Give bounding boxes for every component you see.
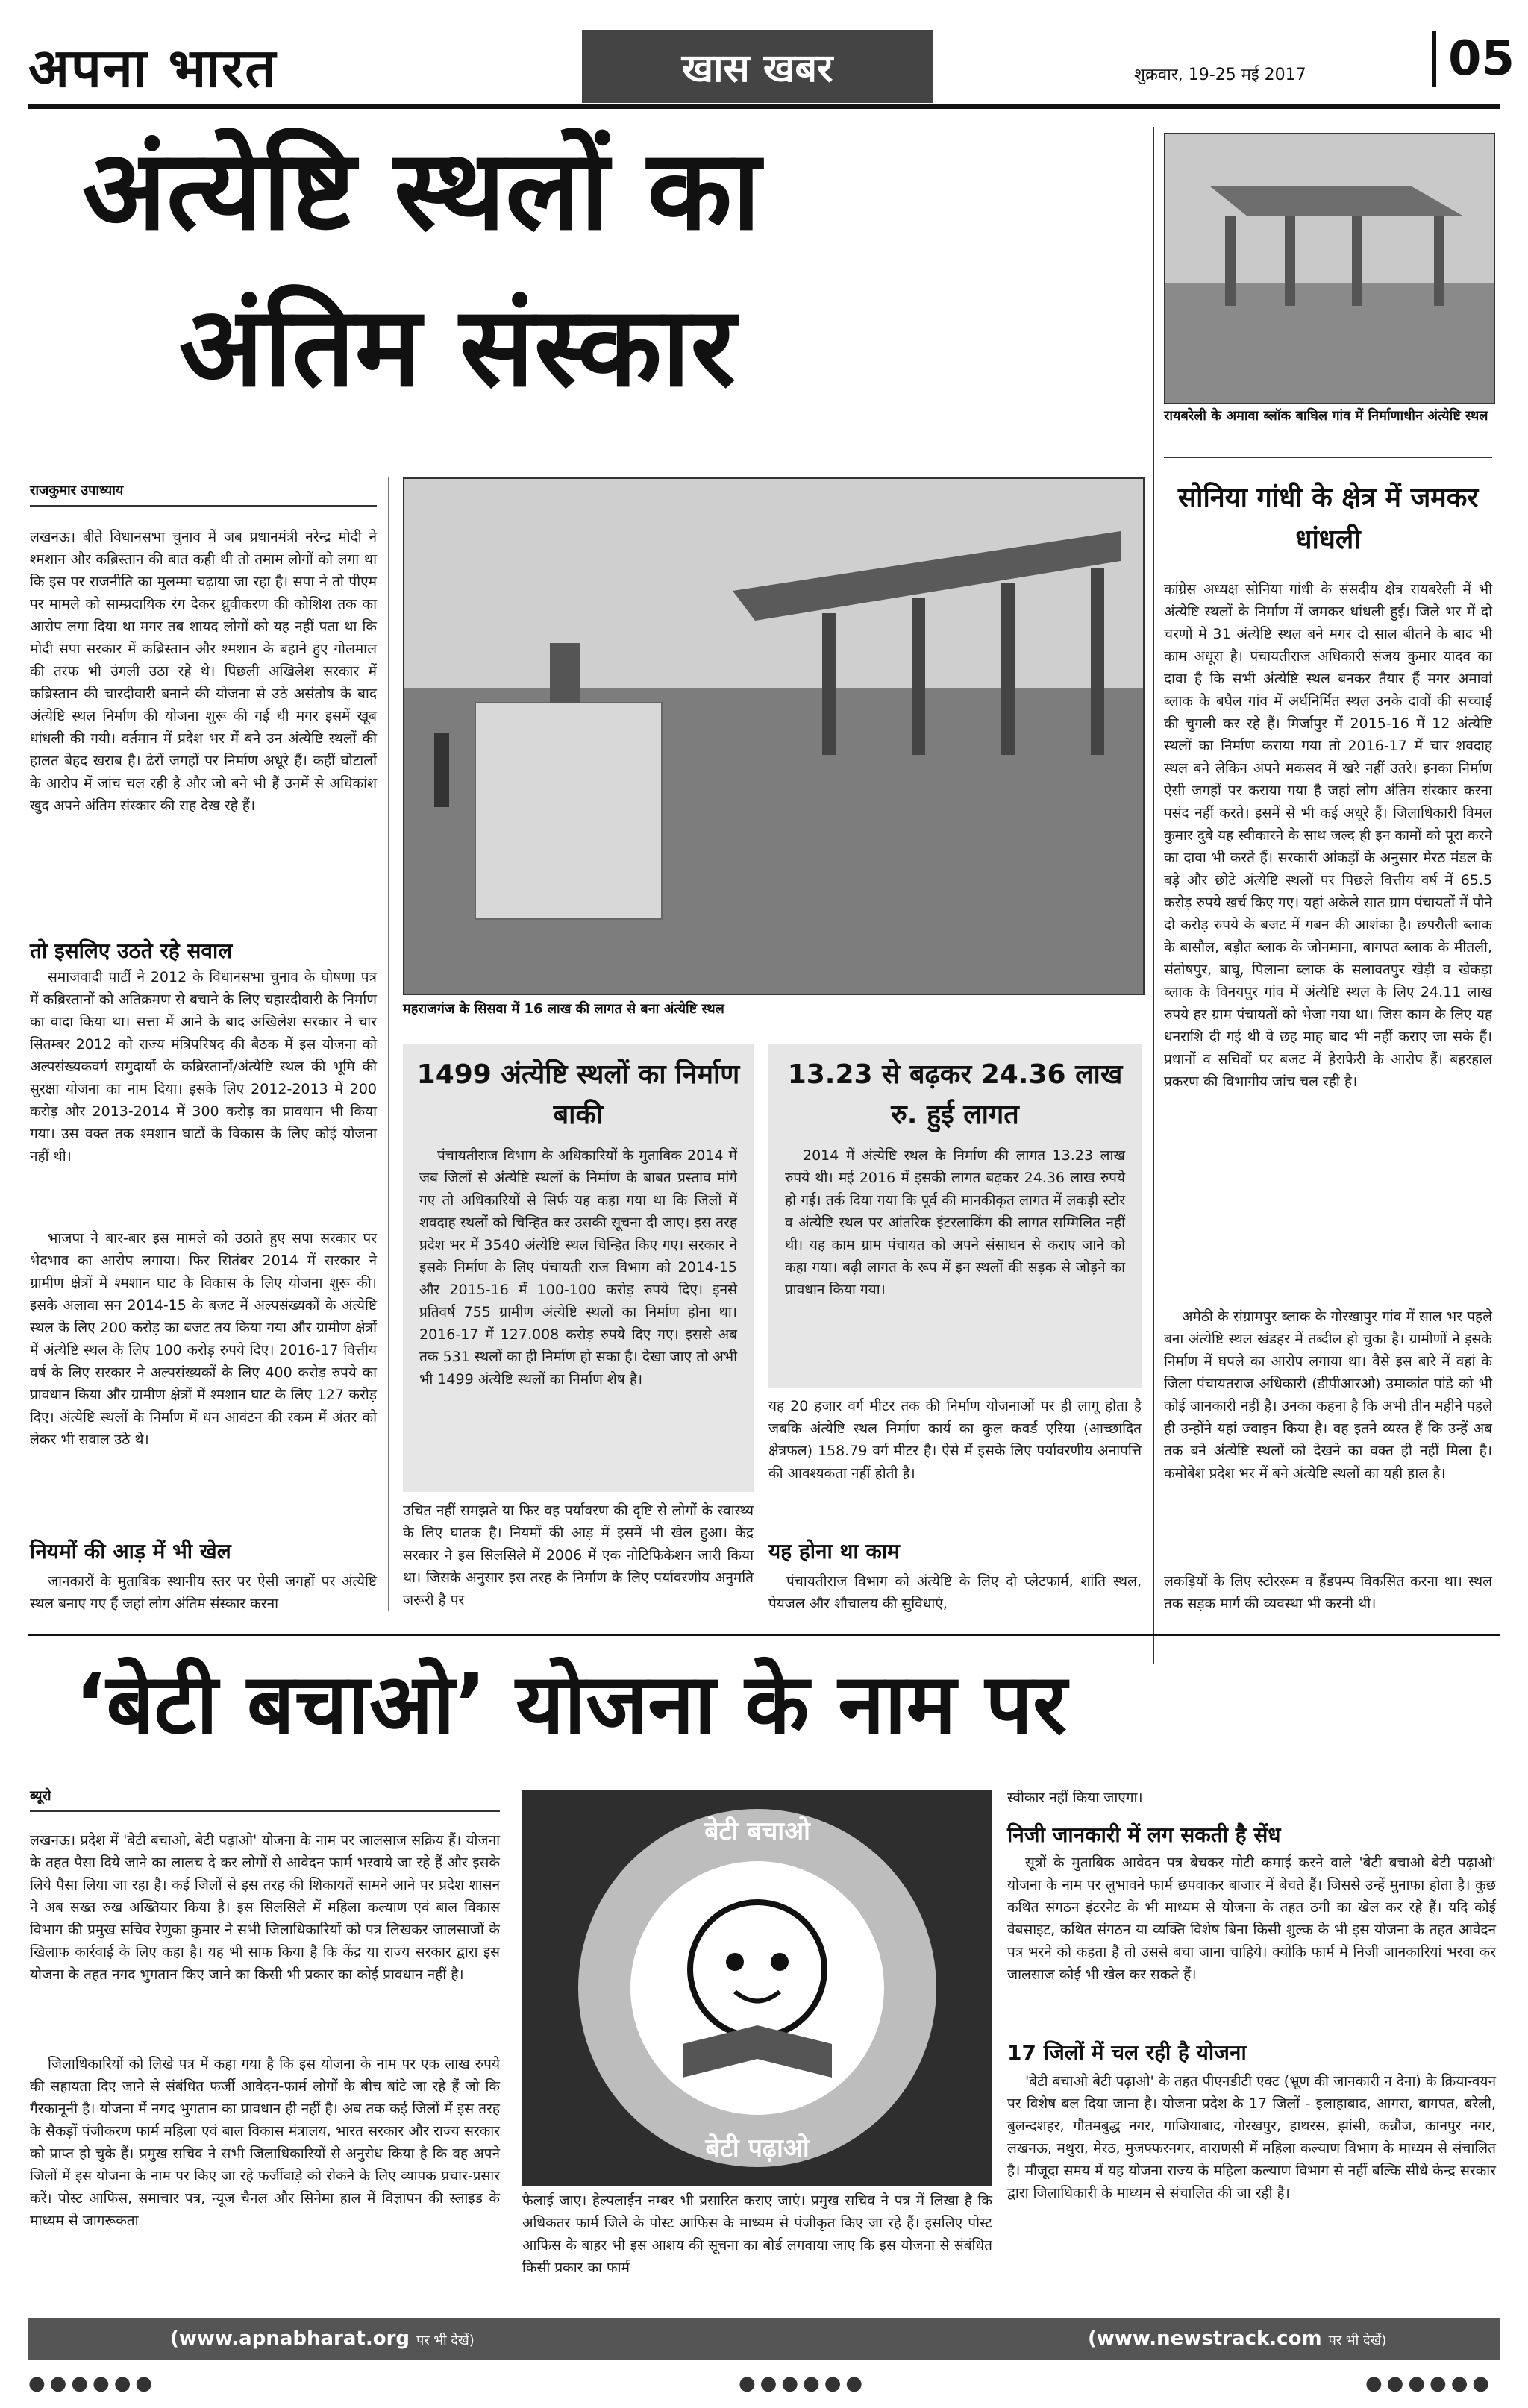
story2-col2-text: फैलाई जाए। हेल्पलाईन नम्बर भी प्रसारित कराए जाएं। प्रमुख सचिव ने पत्र में लिखा है कि अधिकतर फार्म जिले के पोस्ट आफिस के माध्यम से पंजीकृत किए जा रहे हैं। इसलिए पोस्ट आफिस के बाहर भी इस आशय की सूचना का बोर्ड लगवाया जाए कि इस योजना से संबंधित किसी प्रकार का फार्म: [522, 2192, 992, 2276]
girl-with-book-icon: [522, 1790, 992, 2186]
sidebar-paragraph-2: अमेठी के संग्रामपुर ब्लाक के गोरखापुर गांव में साल भर पहले बना अंत्येष्टि स्थल खंडहर में तब्दील हो चुका है। ग्रामीणों ने इसके निर्माण में घपले का आरोप लगाया था। वैसे इस बारे में वहां के जिला पंचायतराज अधिकारी (डीपीआरओ) उमाकांत पांडे को भी कोई जानकारी नहीं है। उनका कहना है कि अभी तीन महीने पहले ही उन्होंने यहां ज्वाइन किया है। वह इतने व्यस्त हैं कि उन्हें अब तक बने अंत्येष्टि स्थलों को देखने का वक्त ही नहीं मिला है। कमोबेश प्रदेश भर में बने अंत्येष्टि स्थलों का यही हाल है।: [1164, 1308, 1492, 1482]
story1-col1-para3: भाजपा ने बार-बार इस मामले को उठाते हुए सपा सरकार पर भेदभाव का आरोप लगाया। फिर सितंबर 2014 में सरकार ने ग्रामीण क्षेत्रों में श्मशान घाट के विकास के लिए योजना शुरू की। इसके अलावा सन 2014-15 के बजट में अल्पसंख्यकों के अंत्येष्टि स्थल के लिए 200 करोड़ का बजट तय किया गया और ग्रामीण क्षेत्रों में अंत्येष्टि स्थल के लिए 100 करोड़ रुपये दिए। 2016-17 वित्तीय वर्ष के लिए सरकार ने अल्पसंख्यकों के लिए 400 करोड़ रुपये का प्रावधान किया और ग्रामीण क्षेत्रों में श्मशान घाट के लिए 127 करोड़ दिए। अंत्येष्टि स्थलों के निर्माण में धन आवंटन की रकम में अंतर को लेकर भी सवाल उठे थे।: [30, 1230, 377, 1448]
footer-bar: [28, 2318, 1500, 2360]
dateline: शुक्रवार, 19-25 मई 2017: [1134, 66, 1306, 84]
footer-left-url[interactable]: (www.apnabharat.org: [170, 2327, 410, 2350]
story-divider: [28, 1634, 1500, 1636]
sidebar-caption-rule: [1164, 457, 1492, 458]
story1-main-photo: [403, 477, 1145, 995]
info-box-2: [768, 1044, 1142, 1388]
footer-right-note: पर भी देखें): [1328, 2333, 1387, 2348]
section-label-text: खास खबर: [681, 46, 833, 91]
story1-col1-para4: जानकारों के मुताबिक स्थानीय स्तर पर ऐसी जगहों पर अंत्येष्टि स्थल बनाए गए हैं जहां लोग अंतिम संस्कार करना: [30, 1573, 377, 1612]
sidebar-rule: [1153, 127, 1154, 1664]
info-box-1: [403, 1044, 754, 1492]
story1-col1-para2: समाजवादी पार्टी ने 2012 के विधानसभा चुनाव के घोषणा पत्र में कब्रिस्तानों को अतिक्रमण से बचाने के लिए चहारदीवारी के निर्माण का वादा किया था। सत्ता में आने के बाद अखिलेश सरकार ने चार सितम्बर 2012 को राज्य मंत्रिपरिषद की बैठक में इस योजना को अल्पसंख्यकवर्ग समुदायों के कब्रिस्तानों/अंत्येष्टि स्थल की भूमि की सुरक्षा योजना का नाम दिया। इसके लिए 2012-2013 में 200 करोड़ और 2013-2014 में 300 करोड़ का प्रावधान भी किया गया। उस वक्त तक श्मशान घाटों के विकास के लिए कोई योजना नहीं थी।: [30, 969, 377, 1164]
sidebar-photo-caption: रायबरेली के अमावा ब्लॉक बाघिल गांव में निर्माणाधीन अंत्येष्टि स्थल: [1164, 408, 1488, 424]
story1-subhead-3: यह होना था काम: [768, 1539, 900, 1564]
story1-col3-para2: पंचायतीराज विभाग को अंत्येष्टि के लिए दो प्लेटफार्म, शांति स्थल, पेयजल और शौचालय की सुविधाएं,: [768, 1573, 1142, 1612]
info-box-1-title: 1499 अंत्येष्टि स्थलों का निर्माण बाकी: [416, 1059, 740, 1130]
masthead-rule: [28, 104, 1500, 109]
section-label: [582, 30, 933, 103]
story1-col4-tail: लकड़ियों के लिए स्टोररूम व हैंडपम्प विकसित करना था। स्थल तक सड़क मार्ग की व्यवस्था भी करनी थी।: [1164, 1573, 1492, 1612]
story2-col3-para0: स्वीकार नहीं किया जाएगा।: [1007, 1790, 1143, 1806]
footer-dots-center: ●●●●●●: [739, 2372, 868, 2395]
footer-dots-left: ●●●●●●: [28, 2372, 157, 2395]
masthead-logo: अपना भारत: [28, 37, 278, 99]
column-rule: [388, 477, 389, 1611]
story2-col3-para2: 'बेटी बचाओ बेटी पढ़ाओ' के तहत पीएनडीटी एक्ट (भ्रूण की जानकारी न देना) के क्रियान्वयन पर विशेष बल दिया जाना है। योजना प्रदेश के 17 जिलों - इलाहाबाद, आगरा, बागपत, बरेली, बुलन्दशहर, गौतमबुद्ध नगर, गाजियाबाद, गोरखपुर, हाथरस, झांसी, कन्नौज, कानपुर नगर, लखनऊ, मथुरा, मेरठ, मुजफ्फरनगर, वाराणसी में महिला कल्याण विभाग के माध्यम से संचालित है। मौजूदा समय में यह योजना राज्य के महिला कल्याण विभाग से नहीं बल्कि सीधे केन्द्र सरकार द्वारा जिलाधिकारी के माध्यम से संचालित की जा रही है।: [1007, 2073, 1496, 2201]
page-number: 05: [1432, 31, 1515, 87]
story1-headline-line1: अंत्येष्टि स्थलों का: [82, 126, 761, 254]
story2-col3-para1: सूत्रों के मुताबिक आवेदन पत्र बेचकर मोटी कमाई करने वाले 'बेटी बचाओ बेटी पढ़ाओ' योजना के नाम पर लुभावने फार्म छपवाकर बाजार में बेचते हैं। जिससे उन्हें मुनाफा होता है। कुछ कथित संगठन इंटरनेट के भी माध्यम से योजना के तहत ठगी का खेल कर रहे हैं। यदि कोई वेबसाइट, कथित संगठन या व्यक्ति विशेष बिना किसी शुल्क के भी इस योजना के तहत आवेदन पत्र भरने को कहता है तो उससे बचा जाना चाहिये। क्योंकि फार्म में निजी जानकारियां भरवा कर जालसाज कोई भी खेल कर सकते हैं।: [1007, 1854, 1496, 1983]
story1-col1-para1: लखनऊ। बीते विधानसभा चुनाव में जब प्रधानमंत्री नरेन्द्र मोदी ने श्मशान और कब्रिस्तान की बात कही थी तो तमाम लोगों को लगा था कि इस पर राजनीति का मुलम्मा चढ़ाया जा रहा है। सपा ने तो पीएम पर मामले को साम्प्रदायिक रंग देकर ध्रुवीकरण की कोशिश तक का आरोप लगा दिया था मगर तब शायद लोगों को यह नहीं पता था कि मोदी सपा सरकार में कब्रिस्तान और श्मशान के बहाने हुए गोलमाल की तरफ भी उंगली उठा रहे थे। पिछली अखिलेश सरकार में कब्रिस्तान की चारदीवारी बनाने की योजना से उठे असंतोष के बाद अंत्येष्टि स्थल निर्माण की योजना शुरू की गई थी मगर इसमें खूब धांधली की गयी। वर्तमान में प्रदेश भर में बने उन अंत्येष्टि स्थलों की हालत बेहद खराब है। ढेरों जगहों पर निर्माण अधूरे हैं। कहीं घोटालों के आरोप में जांच चल रही है और जो बने भी हैं उनमें से अधिकांश खुद अपने अंतिम संस्कार की राह देख रहे हैं।: [30, 529, 377, 814]
story1-subhead-1: तो इसलिए उठते रहे सवाल: [30, 938, 233, 963]
sidebar-paragraph-1: कांग्रेस अध्यक्ष सोनिया गांधी के संसदीय क्षेत्र रायबरेली में भी अंत्येष्टि स्थलों के निर्माण में जमकर धांधली हुई। जिले भर में दो चरणों में 31 अंत्येष्टि स्थल बने मगर दो साल बीतने के बाद भी काम अधूरा है। पंचायतीराज अधिकारी संजय कुमार यादव का दावा है कि सभी अंत्येष्टि स्थल बनकर तैयार हैं मगर अमावां ब्लाक के बघैल गांव में अर्धनिर्मित स्थल उनके दावों की सच्चाई की चुगली कर रहे हैं। मिर्जापुर में 2015-16 में 12 अंत्येष्टि स्थलों का निर्माण कराया गया तो 2016-17 में चार शवदाह स्थल बने लेकिन अपने मकसद में खरे नहीं उतरे। इनका निर्माण ऐसी जगहों पर कराया गया है जहां लोग अंतिम संस्कार करना पसंद नहीं करते। इसमें से भी कई अधूरे हैं। जिलाधिकारी विमल कुमार दुबे यह स्वीकारने के साथ जल्द ही इन कामों को पूरा करने का दावा भी करते हैं। सरकारी आंकड़ों के अनुसार मेरठ मंडल के बड़े और छोटे अंत्येष्टि स्थलों पर पिछले वित्तीय वर्ष में 65.5 करोड़ रुपये खर्च किए गए। यहां अकेले सात ग्राम पंचायतों में पौने दो करोड़ रुपये के बजट में गबन की आशंका है। छपरौली ब्लाक के बासौल, बड़ौत ब्लाक के जोनमाना, बागपत ब्लाक के मीतली, संतोषपुर, बाघू, पिलाना ब्लाक के सलावतपुर खेड़ी व खेकड़ा ब्लाक के विनयपुर गांव में अंत्येष्टि स्थल के लिए 24.11 लाख रुपये हर ग्राम पंचायतों को भेजा गया था। जिस काम के लिए यह धनराशि दी गई थी वे छह माह बाद भी नहीं कराए जा सके हैं। प्रधानों व सचिवों पर बजट में हेराफेरी के आरोप हैं। बहरहाल प्रकरण की विभागीय जांच चल रही है।: [1164, 581, 1492, 1090]
footer-right: [1088, 2327, 1386, 2350]
story1-photo-caption: महराजगंज के सिसवा में 16 लाख की लागत से बना अंत्येष्टि स्थल: [403, 1001, 724, 1017]
beti-bachao-logo: [522, 1790, 992, 2186]
info-box-2-title: 13.23 से बढ़कर 24.36 लाख रु. हुई लागत: [787, 1059, 1123, 1130]
story2-col1-para1: लखनऊ। प्रदेश में 'बेटी बचाओ, बेटी पढ़ाओ' योजना के नाम पर जालसाज सक्रिय हैं। योजना के तहत पैसा दिये जाने का लालच दे कर लोगों से आवेदन फार्म भरवाये जा रहे हैं और इसके लिये पैसा लिया जा रहा है। कई जिलों से इस तरह की शिकायतें सामने आने पर प्रदेश शासन ने अब सख्त रुख अख्तियार किया है। इस सिलसिले में महिला कल्याण एवं बाल विकास विभाग की प्रमुख सचिव रेणुका कुमार ने सभी जिलाधिकारियों को पत्र लिखकर जालसाजों के खिलाफ कार्रवाई के लिए कहा है। यह भी साफ किया है कि केंद्र या राज्य सरकार द्वारा इस योजना के तहत नगद भुगतान किए जाने का किसी भी प्रकार का कोई प्रावधान नहीं है।: [30, 1832, 500, 1983]
story1-headline-line2: अंतिम संस्कार: [179, 283, 736, 411]
story1-col2-tail: उचित नहीं समझते या फिर वह पर्यावरण की दृष्टि से लोगों के स्वास्थ्य के लिए घातक है। नियमों की आड़ में इसमें भी खेल हुआ। केंद्र सरकार ने इस सिलसिले में 2006 में एक नोटिफिकेशन जारी किया था। जिसके अनुसार इस तरह के निर्माण के लिए पर्यावरणीय अनुमति जरूरी है पर: [403, 1502, 754, 1608]
info-box-2-text: 2014 में अंत्येष्टि स्थल के निर्माण की लागत 13.23 लाख रुपये थी। मई 2016 में इसकी लागत बढ़कर 24.36 लाख रुपये हो गई। तर्क दिया गया कि पूर्व की मानकीकृत लागत में लकड़ी स्टोर व अंत्येष्टि स्थल पर आंतरिक इंटरलाकिंग की लागत सम्मिलित नहीं थी। यह काम ग्राम पंचायत को अपने संसाधन से कराए जाने को कहा गया। बढ़ी लागत के रूप में इन स्थलों की सड़क से जोड़ने का प्रावधान किया गया।: [785, 1147, 1125, 1298]
logo-top-text: बेटी बचाओ: [704, 1816, 810, 1846]
cremation-site-illustration: [404, 479, 1143, 994]
sidebar-title: सोनिया गांधी के क्षेत्र में जमकर धांधली: [1177, 483, 1479, 555]
story2-headline: ‘बेटी बचाओ’ योजना के नाम पर: [75, 1656, 1067, 1753]
story2-subhead-2: 17 जिलों में चल रही है योजना: [1007, 2040, 1247, 2065]
footer-left-note: पर भी देखें): [416, 2333, 475, 2348]
story2-col1-para2: जिलाधिकारियों को लिखे पत्र में कहा गया है कि इस योजना के नाम पर एक लाख रुपये की सहायता दिए जाने से संबंधित फर्जी आवेदन-फार्म लोगों के बीच बांटे जा रहे हैं जो कि गैरकानूनी है। योजना में नगद भुगतान का प्रावधान ही नहीं है। अब तक कई जिलों में इस तरह के सैकड़ों पंजीकरण फार्म महिला एवं बाल विकास मंत्रालय, भारत सरकार और राज्य सरकार को प्राप्त हो चुके हैं। प्रमुख सचिव ने सभी जिलाधिकारियों से अनुरोध किया है कि वह अपने जिलों में इस योजना के नाम पर किए जा रहे फर्जीवाड़े को रोकने के लिए व्यापक प्रचार-प्रसार करें। पोस्ट आफिस, समाचार पत्र, न्यूज चैनल और सिनेमा हाल में विज्ञापन की स्लाइड के माध्यम से जागरूकता: [30, 2056, 500, 2229]
logo-bottom-text: बेटी पढ़ाओ: [705, 2133, 810, 2163]
story1-col3-para1: यह 20 हजार वर्ग मीटर तक की निर्माण योजनाओं पर ही लागू होता है जबकि अंत्येष्टि स्थल निर्माण कार्य का कुल कवर्ड एरिया (आच्छादित क्षेत्रफल) 158.79 वर्ग मीटर है। ऐसे में इसके लिए पर्यावरणीय अनापत्ति की आवश्यकता नहीं होती है।: [768, 1398, 1142, 1482]
footer-right-url[interactable]: (www.newstrack.com: [1088, 2327, 1322, 2350]
story2-subhead-1: निजी जानकारी में लग सकती है सेंध: [1007, 1822, 1281, 1847]
footer-dots-right: ●●●●●●: [1365, 2372, 1494, 2395]
footer-left: [170, 2327, 475, 2350]
info-box-1-text: पंचायतीराज विभाग के अधिकारियों के मुताबिक 2014 में जब जिलों से अंत्येष्टि स्थलों के निर्माण के बाबत प्रस्ताव मांगे गए तो अधिकारियों से सिर्फ यह कहा गया था कि जिलों में शवदाह स्थलों को चिन्हित कर उसकी सूचना दी जाए। इस तरह प्रदेश भर में 3540 अंत्येष्टि स्थल चिन्हित किए गए। सरकार ने इसके निर्माण के लिए पंचायती राज विभाग को 2014-15 और 2015-16 में 100-100 करोड़ रुपये दिए। इनसे प्रतिवर्ष 755 ग्रामीण अंत्येष्टि स्थलों का निर्माण होना था। 2016-17 में 127.008 करोड़ रुपये दिए गए। इससे अब तक 531 स्थलों का ही निर्माण हो सका है। देखा जाए तो अभी भी 1499 अंत्येष्टि स्थलों का निर्माण शेष है।: [419, 1147, 737, 1388]
pavilion-illustration: [1165, 134, 1494, 403]
story2-byline: ब्यूरो: [30, 1787, 500, 1812]
sidebar-photo: [1164, 133, 1495, 404]
story1-subhead-2: नियमों की आड़ में भी खेल: [30, 1539, 231, 1564]
story1-byline: राजकुमार उपाध्याय: [30, 481, 377, 507]
